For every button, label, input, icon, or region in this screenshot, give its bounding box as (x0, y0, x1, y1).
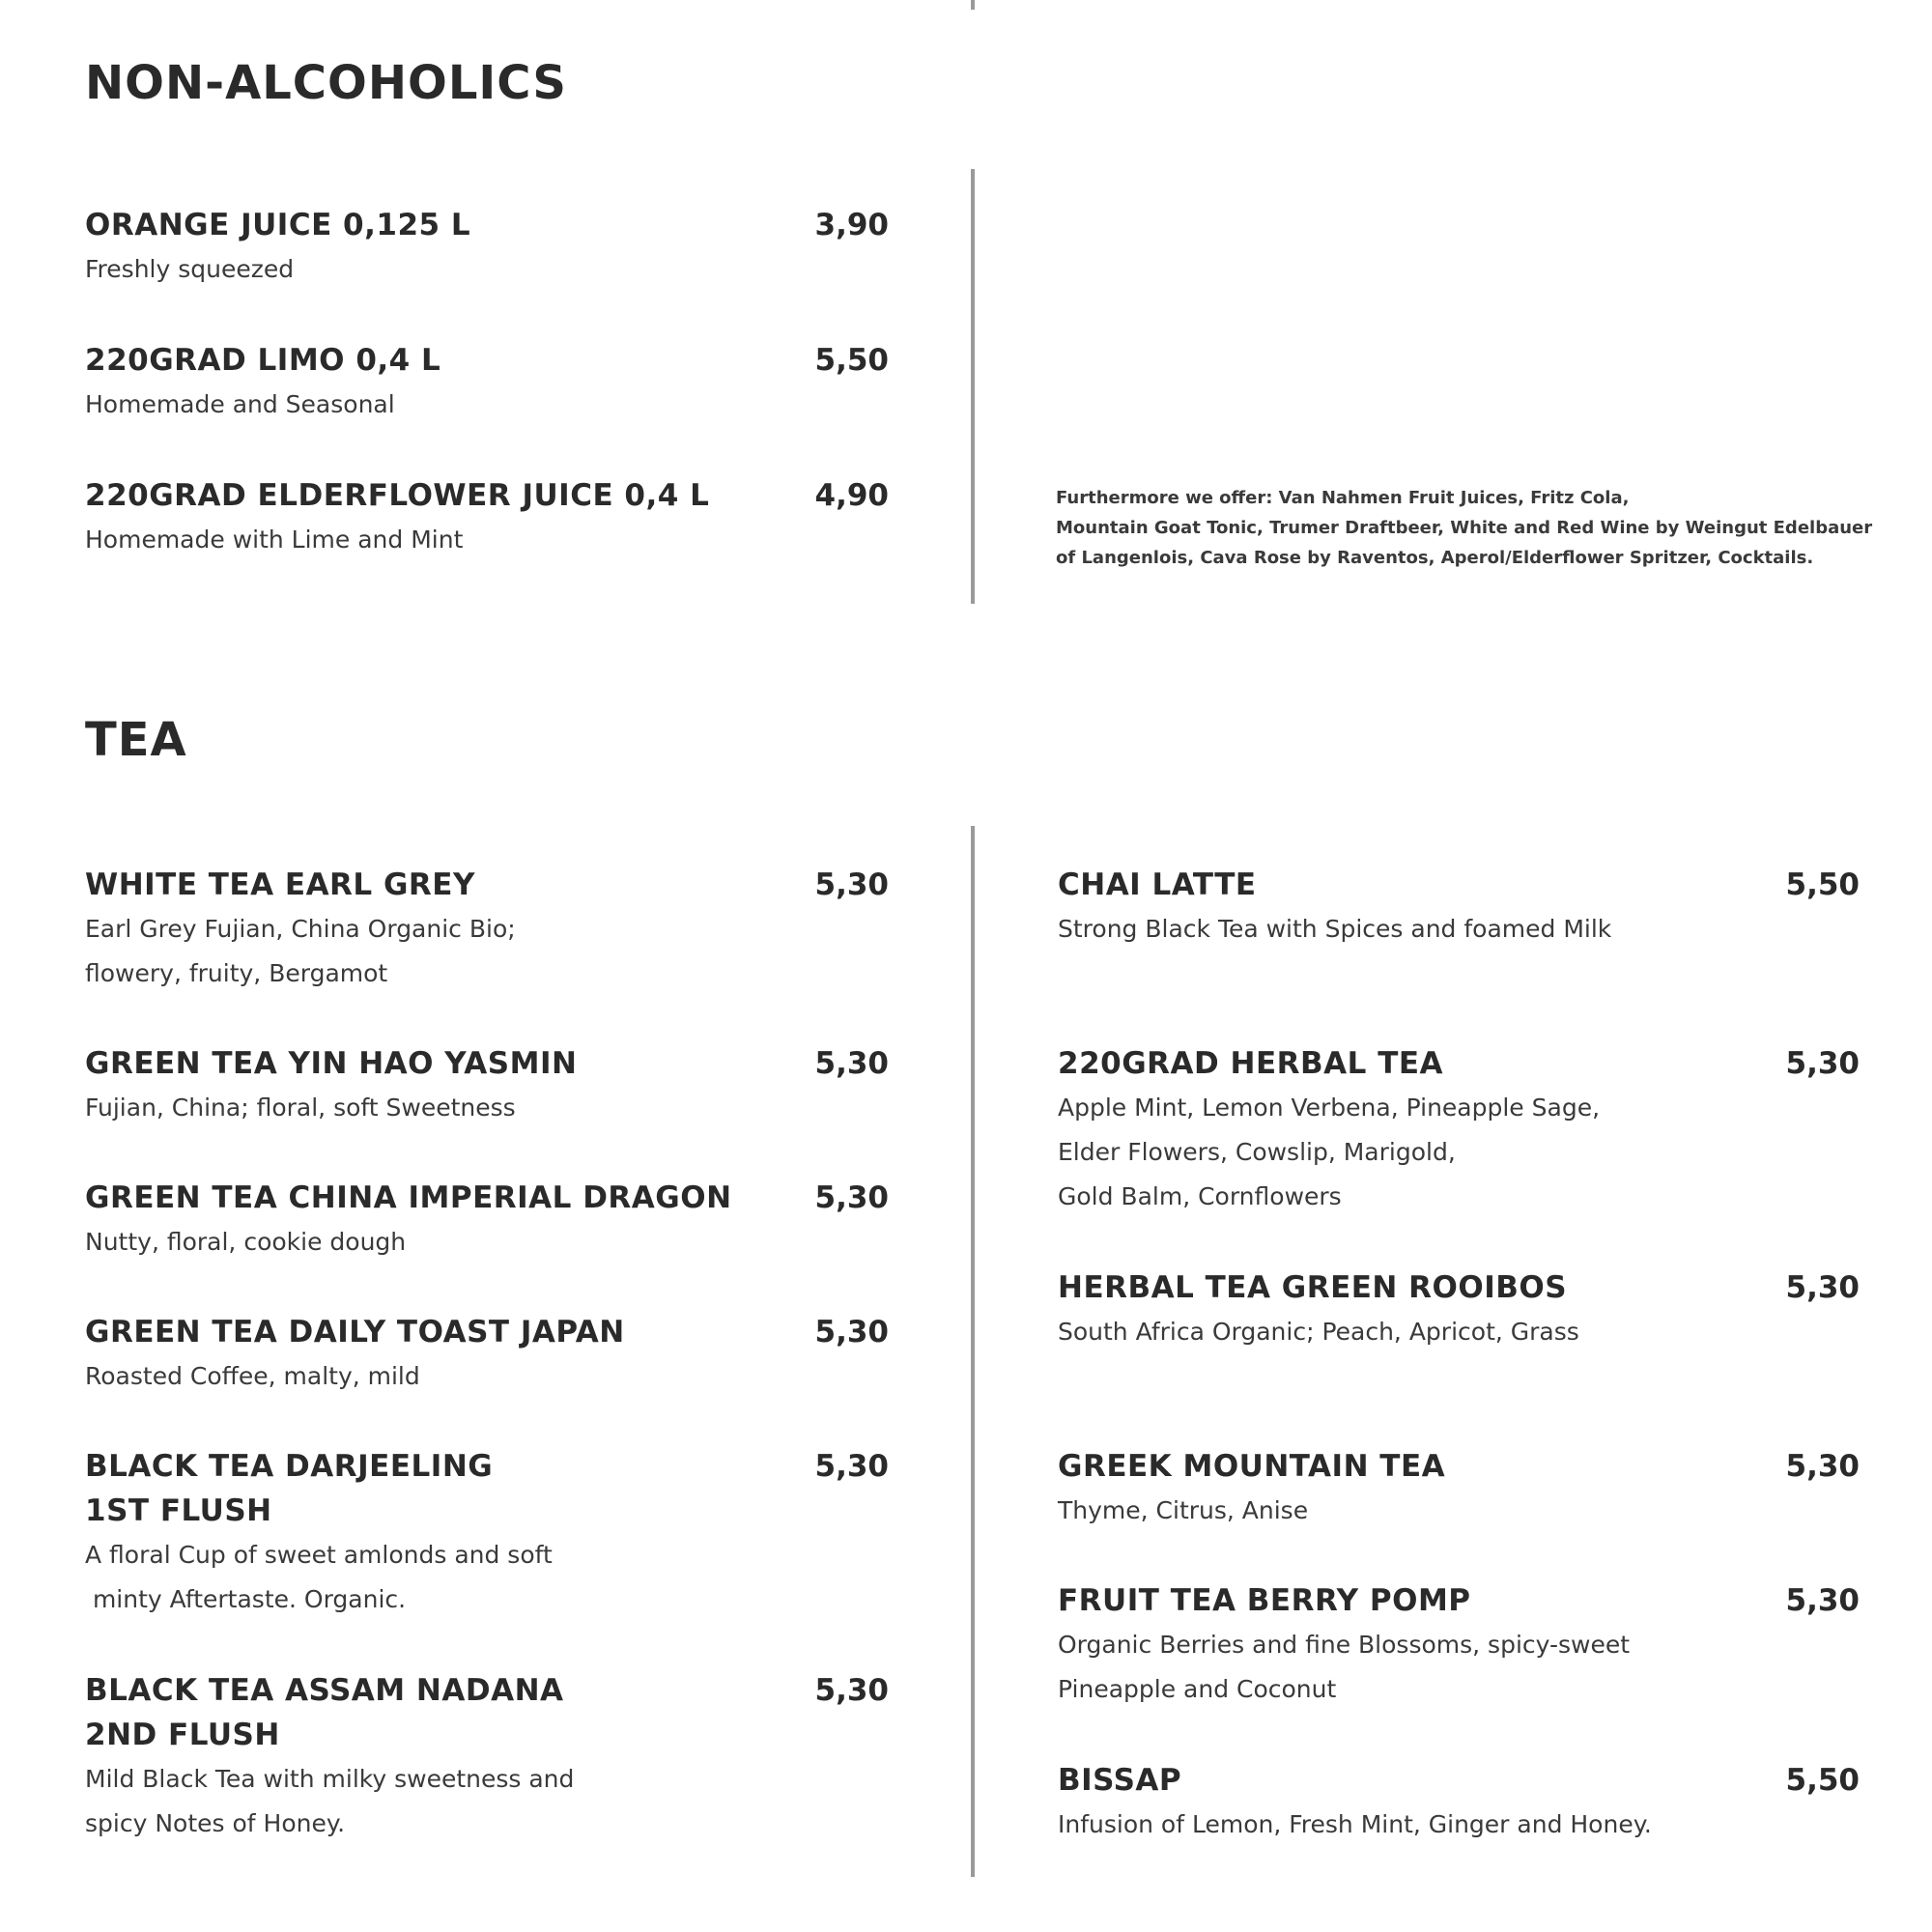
section-title-non-alcoholics: NON-ALCOHOLICS (85, 56, 567, 110)
menu-item-white-tea-earl-grey (85, 863, 516, 996)
item-desc: Thyme, Citrus, Anise (1058, 1496, 1309, 1524)
item-price: 5,50 (1785, 867, 1860, 902)
item-name: 1ST FLUSH (85, 1493, 272, 1528)
item-price: 5,30 (1785, 1583, 1860, 1618)
section-title-tea: TEA (85, 713, 187, 767)
item-name: WHITE TEA EARL GREY (85, 867, 475, 902)
menu-item-green-tea-daily-toast-japan (85, 1310, 625, 1399)
item-price: 3,90 (814, 208, 889, 242)
item-desc: Strong Black Tea with Spices and foamed Milk (1058, 915, 1612, 943)
item-price: 5,30 (814, 1046, 889, 1081)
item-desc: Apple Mint, Lemon Verbena, Pineapple Sage, (1058, 1094, 1601, 1122)
item-price: 5,30 (814, 1673, 889, 1708)
item-price: 4,90 (814, 478, 889, 513)
item-name: GREEN TEA CHINA IMPERIAL DRAGON (85, 1180, 732, 1215)
item-desc: Nutty, floral, cookie dough (85, 1228, 407, 1256)
item-desc: Earl Grey Fujian, China Organic Bio; (85, 915, 516, 943)
item-desc: Organic Berries and fine Blossoms, spicy-sweet (1058, 1631, 1631, 1659)
menu-item-bissap (1058, 1758, 1652, 1847)
menu-item-herbal-tea-green-rooibos (1058, 1265, 1579, 1354)
menu-item-chai-latte (1058, 863, 1611, 952)
item-name: BLACK TEA DARJEELING (85, 1449, 494, 1484)
menu-item-fruit-tea-berry-pomp (1058, 1578, 1630, 1712)
item-name: GREEN TEA DAILY TOAST JAPAN (85, 1315, 625, 1350)
item-name: ORANGE JUICE 0,125 L (85, 208, 471, 242)
item-desc: flowery, fruity, Bergamot (85, 959, 388, 987)
offer-note-line: Furthermore we offer: Van Nahmen Fruit Juices, Fritz Cola, (1056, 488, 1630, 508)
item-desc: Freshly squeezed (85, 255, 295, 283)
item-price: 5,30 (1785, 1046, 1860, 1081)
item-name: BLACK TEA ASSAM NADANA (85, 1673, 564, 1708)
menu-item-orange-juice (85, 203, 470, 292)
item-desc: Gold Balm, Cornflowers (1058, 1182, 1342, 1210)
item-name: CHAI LATTE (1058, 867, 1257, 902)
item-price: 5,30 (1785, 1449, 1860, 1484)
item-desc: A floral Cup of sweet amlonds and soft (85, 1541, 553, 1569)
item-desc: Infusion of Lemon, Fresh Mint, Ginger and Honey. (1058, 1810, 1652, 1838)
item-desc: Roasted Coffee, malty, mild (85, 1362, 420, 1390)
item-desc: minty Aftertaste. Organic. (85, 1585, 407, 1613)
menu-item-greek-mountain-tea (1058, 1444, 1445, 1533)
item-price: 5,30 (814, 1180, 889, 1215)
item-name: 220GRAD LIMO 0,4 L (85, 343, 441, 378)
offer-note-line: Mountain Goat Tonic, Trumer Draftbeer, White and Red Wine by Weingut Edelbauer (1056, 518, 1873, 538)
item-name: GREEK MOUNTAIN TEA (1058, 1449, 1446, 1484)
offer-note-line: of Langenlois, Cava Rose by Raventos, Aperol/Elderflower Spritzer, Cocktails. (1056, 548, 1814, 568)
item-desc: Homemade and Seasonal (85, 390, 395, 418)
item-desc: Pineapple and Coconut (1058, 1675, 1337, 1703)
item-price: 5,50 (814, 343, 889, 378)
item-name: 2ND FLUSH (85, 1718, 280, 1752)
non-alcoholics-divider (971, 169, 975, 604)
item-name: FRUIT TEA BERRY POMP (1058, 1583, 1471, 1618)
item-desc: Homemade with Lime and Mint (85, 526, 464, 554)
tea-divider (971, 826, 975, 1877)
item-price: 5,30 (814, 1315, 889, 1350)
menu-item-220grad-herbal-tea (1058, 1041, 1600, 1219)
item-price: 5,30 (814, 867, 889, 902)
item-desc: Mild Black Tea with milky sweetness and (85, 1765, 575, 1793)
top-divider-fragment (971, 0, 975, 10)
offer-note (1056, 483, 1872, 573)
item-desc: spicy Notes of Honey. (85, 1809, 346, 1837)
item-price: 5,30 (814, 1449, 889, 1484)
item-price: 5,50 (1785, 1763, 1860, 1798)
item-name: 220GRAD ELDERFLOWER JUICE 0,4 L (85, 478, 710, 513)
menu-item-black-tea-darjeeling (85, 1444, 553, 1622)
menu-item-black-tea-assam-nadana (85, 1668, 574, 1846)
menu-item-green-tea-china-imperial-dragon (85, 1176, 732, 1264)
item-name: 220GRAD HERBAL TEA (1058, 1046, 1444, 1081)
item-name: HERBAL TEA GREEN ROOIBOS (1058, 1270, 1568, 1305)
item-name: BISSAP (1058, 1763, 1182, 1798)
menu-item-green-tea-yin-hao-yasmin (85, 1041, 577, 1130)
menu-item-220grad-limo (85, 338, 440, 427)
item-price: 5,30 (1785, 1270, 1860, 1305)
menu-item-elderflower-juice (85, 473, 709, 562)
item-desc: South Africa Organic; Peach, Apricot, Grass (1058, 1318, 1579, 1346)
item-name: GREEN TEA YIN HAO YASMIN (85, 1046, 578, 1081)
item-desc: Elder Flowers, Cowslip, Marigold, (1058, 1138, 1456, 1166)
item-desc: Fujian, China; floral, soft Sweetness (85, 1094, 516, 1122)
